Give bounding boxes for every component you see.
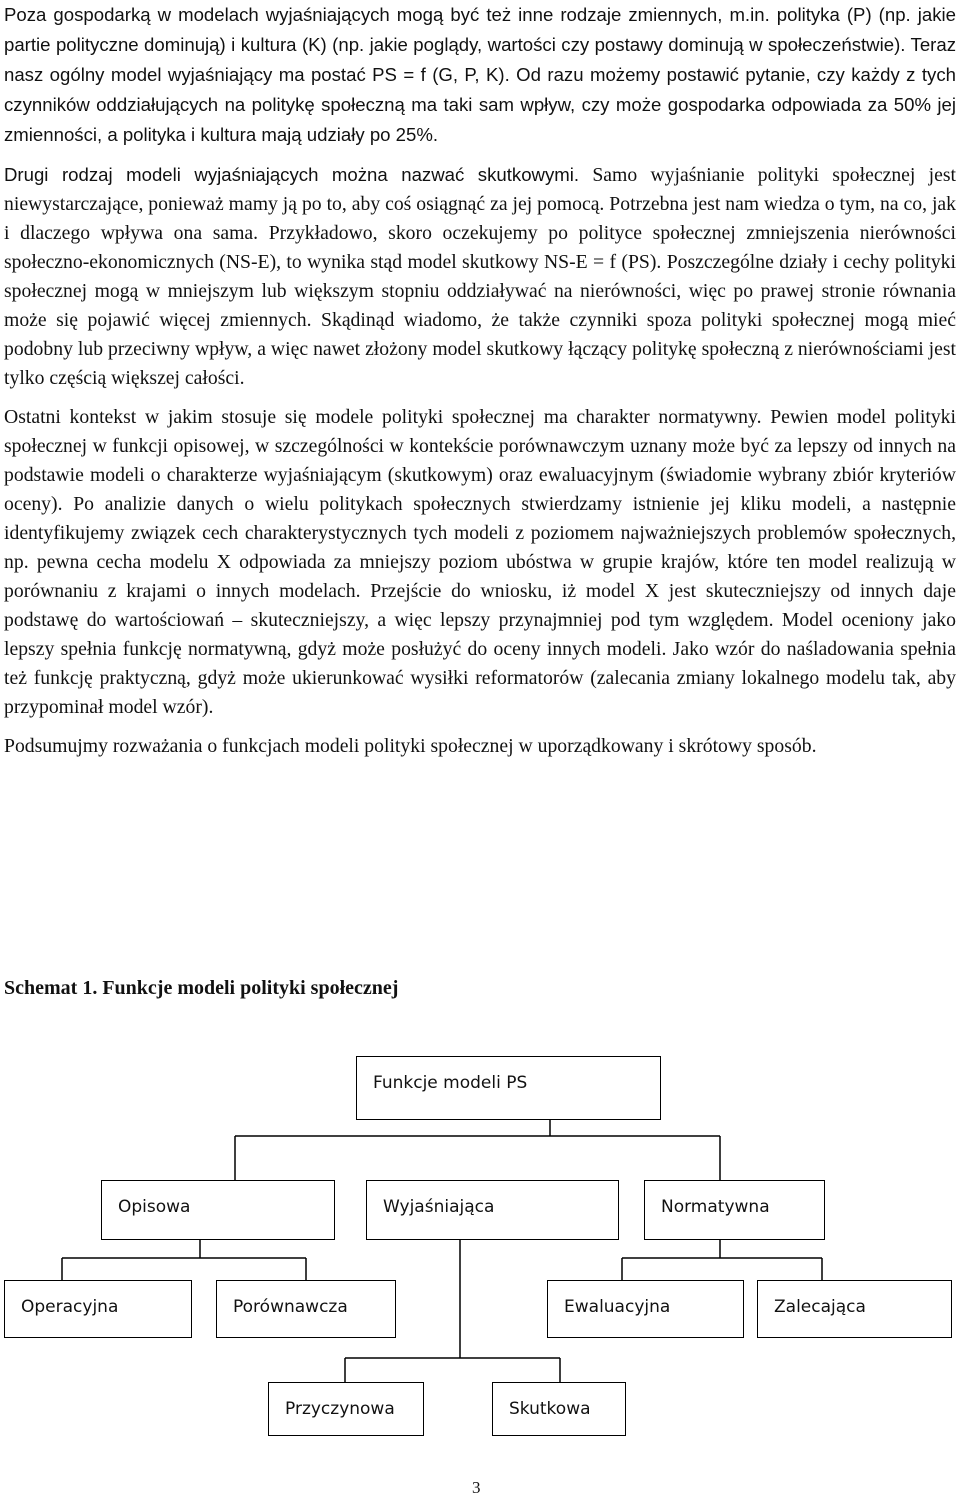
paragraph-1 <box>4 0 956 150</box>
box-normatywna <box>644 1180 825 1240</box>
figure-caption: Schemat 1. Funkcje modeli polityki społecznej <box>4 977 399 999</box>
paragraph-3 <box>4 403 956 722</box>
box-porownawcza-label: Porównawcza <box>233 1297 348 1317</box>
page-number: 3 <box>472 1478 481 1497</box>
box-opisowa-label: Opisowa <box>118 1197 191 1217</box>
box-skutkowa-label: Skutkowa <box>509 1399 591 1419</box>
box-root-label: Funkcje modeli PS <box>373 1073 528 1093</box>
box-wyjasniajaca <box>366 1180 619 1240</box>
paragraph-4 <box>4 732 956 761</box>
paragraph-3-text: Ostatni kontekst w jakim stosuje się modele polityki społecznej ma charakter normatywny. Pewien model polityki społecznej w funkcji opisowej, w szczególności w kontekście porównawczym uznany może być za lepszy od innych na podstawie modeli o charakterze wyjaśniającym (skutkowym) oraz ewaluacyjnym (świadomie wybrany zbiór kryteriów oceny). Po analizie danych o wielu politykach społecznych stwierdzamy istnienie jej kliku modeli, a następnie identyfikujemy związek cech charakterystycznych tych modeli z poziomem najważniejszych problemów społecznych, np. pewna cecha modelu X odpowiada za mniejszy poziom ubóstwa w grupie krajów, które ten model realizują w porównaniu z krajami o innych modelach. Przejście do wniosku, iż model X jest skuteczniejszy od innych daje podstawę do wartościowań – skuteczniejszy, a więc lepszy przynajmniej pod tym względem. Model oceniony jako lepszy spełnia funkcję normatywną, gdyż może posłużyć do oceny innych modeli. Jako wzór do naśladowania spełnia też funkcję praktyczną, gdyż może ukierunkować wysiłki reformatorów (zalecania zmiany lokalnego modelu tak, aby przypominał model wzór). <box>4 406 956 718</box>
box-normatywna-label: Normatywna <box>661 1197 770 1217</box>
paragraph-2 <box>4 160 956 393</box>
box-wyjasniajaca-label: Wyjaśniająca <box>383 1197 495 1217</box>
box-ewaluacyjna-label: Ewaluacyjna <box>564 1297 671 1317</box>
box-zalecajaca <box>757 1280 952 1338</box>
box-porownawcza <box>216 1280 396 1338</box>
box-skutkowa <box>492 1382 626 1436</box>
functions-diagram <box>0 1000 960 1440</box>
box-opisowa <box>101 1180 335 1240</box>
box-zalecajaca-label: Zalecająca <box>774 1297 866 1317</box>
box-ewaluacyjna <box>547 1280 744 1338</box>
paragraph-2-text: Samo wyjaśnianie polityki społecznej jest niewystarczające, ponieważ mamy ją po to, aby coś osiągnąć za jej pomocą. Potrzebna jest nam wiedza o tym, na co, jak i dlaczego wpływa ona sama. Przykładowo, skoro oczekujemy po polityce społecznej zmniejszenia nierówności społeczno-ekonomicznych (NS-E), to wynika stąd model skutkowy NS-E = f (PS). Poszczególne działy i cechy polityki społecznej mogą w mniejszym lub większym stopniu oddziaływać na nierówności, więc po prawej stronie równania może się pojawić więcej zmiennych. Skądinąd wiadomo, że także czynniki spoza polityki społecznej mogą mieć podobny lub przeciwny wpływ, a więc nawet złożony model skutkowy łączący politykę społeczną z nierównościami jest tylko częścią większej całości. <box>4 164 956 389</box>
box-operacyjna-label: Operacyjna <box>21 1297 119 1317</box>
box-przyczynowa-label: Przyczynowa <box>285 1399 395 1419</box>
paragraph-4-text: Podsumujmy rozważania o funkcjach modeli polityki społecznej w uporządkowany i skrótowy sposób. <box>4 735 817 757</box>
box-przyczynowa <box>268 1382 424 1436</box>
paragraph-2-lead: Drugi rodzaj modeli wyjaśniających można nazwać skutkowymi. <box>4 164 580 185</box>
page-body <box>4 0 956 767</box>
paragraph-1-text: Poza gospodarką w modelach wyjaśniających mogą być też inne rodzaje zmiennych, m.in. polityka (P) (np. jakie partie polityczne dominują) i kultura (K) (np. jakie poglądy, wartości czy postawy dominują w społeczeństwie). Teraz nasz ogólny model wyjaśniający ma postać PS = f (G, P, K). Od razu możemy postawić pytanie, czy każdy z tych czynników oddziałujących na politykę społeczną ma taki sam wpływ, czy może gospodarka odpowiada za 50% jej zmienności, a polityka i kultura mają udziały po 25%. <box>4 4 956 145</box>
box-root <box>356 1056 661 1120</box>
box-operacyjna <box>4 1280 192 1338</box>
